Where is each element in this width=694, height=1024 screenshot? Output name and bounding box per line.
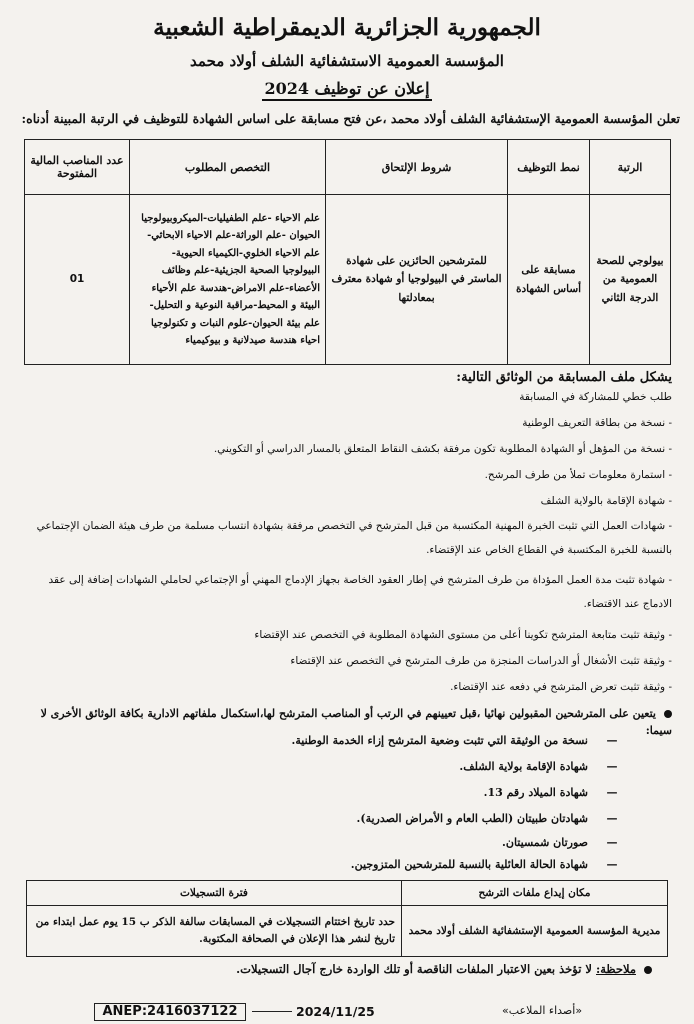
table-header-row [27,881,668,906]
bullet-icon [664,710,672,718]
cell-count: 01 [25,195,130,365]
doc-line: - نسخة من المؤهل أو الشهادة المطلوبة تكون مرفقة بكشف النقاط المتعلق بالمسار الدراسي أو التكويني. [213,443,672,455]
dash-icon: — [606,760,618,773]
cell-mode: مسابقة على أساس الشهادة [508,195,590,365]
anep-code: ANEP:2416037122 [94,1003,246,1021]
cell-conditions: للمترشحين الحائزين على شهادة الماستر في البيولوجيا أو شهادة معترف بمعادلتها [326,195,508,365]
table-row [27,906,668,957]
recruitment-table [24,139,671,365]
bullet-icon [644,966,652,974]
announcement-title: إعلان عن توظيف 2024 [0,79,694,98]
header-count: عدد المناصب المالية المفتوحة [25,140,130,195]
header-period: فترة التسجيلات [27,881,402,906]
doc-line: - وثيقة تثبت تعرض المترشح في دفعه عند الإقتضاء. [450,681,672,693]
cell-rank: بيولوجي للصحة العمومية من الدرجة الثاني [590,195,671,365]
institution-name: المؤسسة العمومية الاستشفائية الشلف أولاد محمد [190,52,504,70]
note-label: ملاحظة: [596,962,636,976]
footer-divider [252,1011,292,1012]
list-item: —شهادتان طبيتان (الطب العام و الأمراض الصدرية). [36,812,636,825]
doc-line: طلب خطي للمشاركة في المسابقة [519,391,672,403]
list-item: —نسخة من الوثيقة التي تثبت وضعية المترشح إزاء الخدمة الوطنية. [36,734,636,747]
header-mode: نمط التوظيف [508,140,590,195]
registration-table [26,880,668,957]
doc-line: - وثيقة تثبت الأشغال أو الدراسات المنجزة من طرف المترشح في التخصص عند الإقتضاء [290,655,672,667]
doc-line: - استمارة معلومات تملأ من طرف المرشح. [484,469,672,481]
table-header-row [25,140,671,195]
doc-line: - شهادات العمل التي تثبت الخبرة المهنية المكتسبة من قبل المترشح في التخصص مرفقة بشهادة انتساب مسلمة من طرف هيئة الضمان الإجتماعي بالنسبة للخبرة المكتسبة في القطاع الخاص عند الإقتضاء. [36,520,672,557]
list-item: —صورتان شمسيتان. [36,836,636,849]
note-text: لا تؤخذ بعين الاعتبار الملفات الناقصة أو تلك الواردة خارج آجال التسجيلات. [236,962,592,976]
header-place: مكان إيداع ملفات الترشح [402,881,668,906]
note [236,962,652,976]
cell-specialty: علم الاحياء -علم الطفيليات-الميكروبيولوجيا الحيوان -علم الوراثة-علم الاحياء الابحاثي-علم الاحياء الخلوي-الكيمياء الحيوية-البيولوجيا الصحية الجزيئية-علم وظائف الأعضاء-علم الامراض-هندسة علم الأحياء البيئة و المحيط-مراقبة النوعية و التحليل-علم بيئة الحيوان-علوم النبات و تكنولوجيا احياء هندسة صيدلانية و بيوكيمياء [130,195,326,365]
cell-place: مديرية المؤسسة العمومية الإستشفائية الشلف أولاد محمد [402,906,668,957]
dash-icon: — [606,812,618,825]
table-row [25,195,671,365]
republic-title: الجمهورية الجزائرية الديمقراطية الشعبية [153,14,541,41]
doc-line: - شهادة تثبت مدة العمل المؤداة من طرف المترشح في إطار العقود الخاصة بجهاز الإدماج المهني أو الإجتماعي لحاملي الشهادات إضافة إلى عقد الادماج عند الاقتضاء. [48,574,672,611]
intro-text: تعلن المؤسسة العمومية الإستشفائية الشلف أولاد محمد ،عن فتح مسابقة على اساس الشهادة للتوظيف في الرتبة المبينة أدناه: [21,111,680,126]
list-item: —شهادة الحالة العائلية بالنسبة للمترشحين المتزوجين. [36,858,636,871]
list-item: —شهادة الإقامة بولاية الشلف. [36,760,636,773]
header-rank: الرتبة [590,140,671,195]
doc-line: - نسخة من بطاقة التعريف الوطنية [522,417,672,429]
newspaper-name: «أصداء الملاعب» [502,1004,583,1017]
cell-period: حدد تاريخ اختتام التسجيلات في المسابقات سالفة الذكر ب 15 يوم عمل ابتداء من تاريخ لنشر هذا الإعلان في الصحافة المكتوبة. [27,906,402,957]
dash-icon: — [606,734,618,747]
doc-line: - شهادة الإقامة بالولاية الشلف [540,495,672,507]
dash-icon: — [606,858,618,871]
doc-line: - وثيقة تثبت متابعة المترشح تكوينا أعلى من مستوى الشهادة المطلوبة في التخصص عند الإقتضاء [254,629,672,641]
docs-title: يشكل ملف المسابقة من الوثائق التالية: [456,370,672,385]
accepted-intro: يتعين على المترشحين المقبولين نهائيا ،قبل تعيينهم في الرتب أو المناصب المترشح لها،استكمال ملفاتهم الادارية بكافة الوثائق الأخرى لا سيما: [40,707,672,737]
publication-date: 2024/11/25 [296,1004,375,1019]
dash-icon: — [606,836,618,849]
dash-icon: — [606,786,618,799]
header-specialty: التخصص المطلوب [130,140,326,195]
list-item: —شهادة الميلاد رقم 13. [36,786,636,799]
header-conditions: شروط الإلتحاق [326,140,508,195]
